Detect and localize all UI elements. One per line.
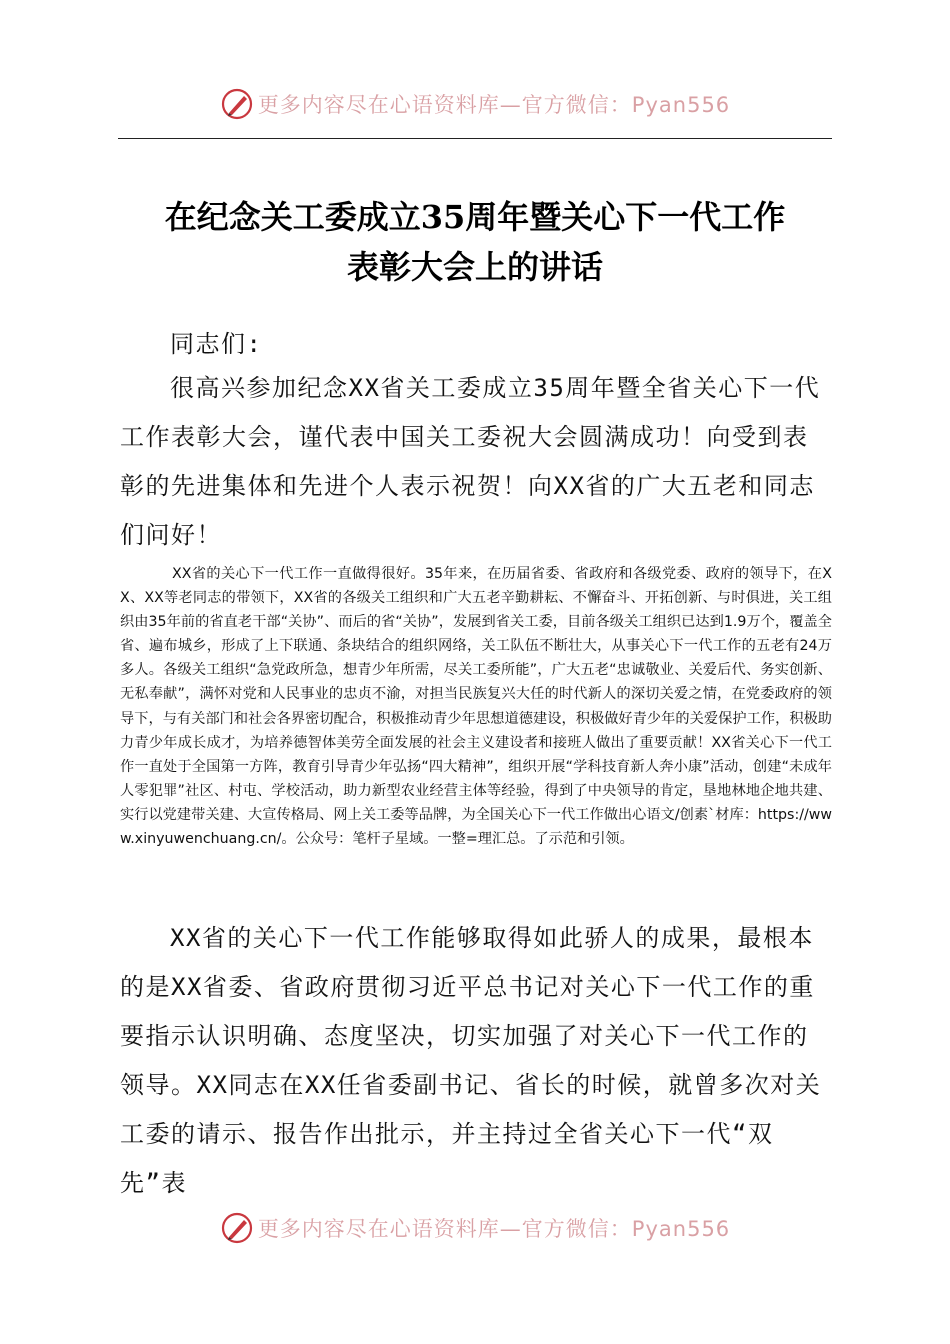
closing-paragraph: XX省的关心下一代工作能够取得如此骄人的成果，最根本的是XX省委、省政府贯彻习近平总书记对关心下一代工作的重要指示认识明确、态度坚决，切实加强了对关心下一代工作的领导。XX同志在XX任省委副书记、省长的时候，就曾多次对关工委的请示、报告作出批示，并主持过全省关心下一代“双先”表	[120, 924, 822, 1197]
watermark-text: 更多内容尽在心语资料库—官方微信：Pyan556	[257, 1217, 731, 1241]
footer-watermark-banner	[0, 1208, 950, 1248]
document-title-line1: 在纪念关工委成立35周年暨关心下一代工作	[164, 198, 786, 236]
pen-logo-icon	[220, 87, 254, 121]
watermark-text: 更多内容尽在心语资料库—官方微信：Pyan556	[257, 93, 731, 117]
document-title-line2: 表彰大会上的讲话	[346, 248, 603, 286]
small-print-paragraph: XX省的关心下一代工作一直做得很好。35年来，在历届省委、省政府和各级党委、政府的领导下，在XX、XX等老同志的带领下，XX省的各级关工组织和广大五老辛勤耕耘、不懈奋斗、开拓创新、与时俱进，关工组织由35年前的省直老干部“关协”、而后的省“关协”，发展到省关工委，目前各级关工组织已达到1.9万个，覆盖全省、遍布城乡，形成了上下联通、条块结合的组织网络，关工队伍不断壮大，从事关心下一代工作的五老有24万多人。各级关工组织“急党政所急，想青少年所需，尽关工委所能”，广大五老“忠诚敬业、关爱后代、务实创新、无私奉献”，满怀对党和人民事业的忠贞不渝，对担当民族复兴大任的时代新人的深切关爱之情，在党委政府的领导下，与有关部门和社会各界密切配合，积极推动青少年思想道德建设，积极做好青少年的关爱保护工作，积极助力青少年成长成才，为培养德智体美劳全面发展的社会主义建设者和接班人做出了重要贡献！XX省关心下一代工作一直处于全国第一方阵，教育引导青少年弘扬“四大精神”，组织开展“学科技育新人奔小康”活动，创建“未成年人零犯罪”社区、村屯、学校活动，助力新型农业经营主体等经验，得到了中央领导的肯定，垦地林地企地共建、实行以党建带关建、大宣传格局、网上关工委等品牌，为全国关心下一代工作做出心语文/创素`材库：https://www.xinyuwenchuang.cn/。公众号：笔杆子星域。一整=理汇总。了示范和引领。	[120, 566, 832, 848]
header-divider	[118, 138, 832, 139]
opening-paragraph: 很高兴参加纪念XX省关工委成立35周年暨全省关心下一代工作表彰大会，谨代表中国关工委祝大会圆满成功！向受到表彰的先进集体和先进个人表示祝贺！向XX省的广大五老和同志们问好！	[120, 374, 821, 549]
pen-logo-icon	[220, 1211, 254, 1245]
header-watermark-banner	[0, 84, 950, 124]
salutation: 同志们:	[170, 330, 263, 358]
